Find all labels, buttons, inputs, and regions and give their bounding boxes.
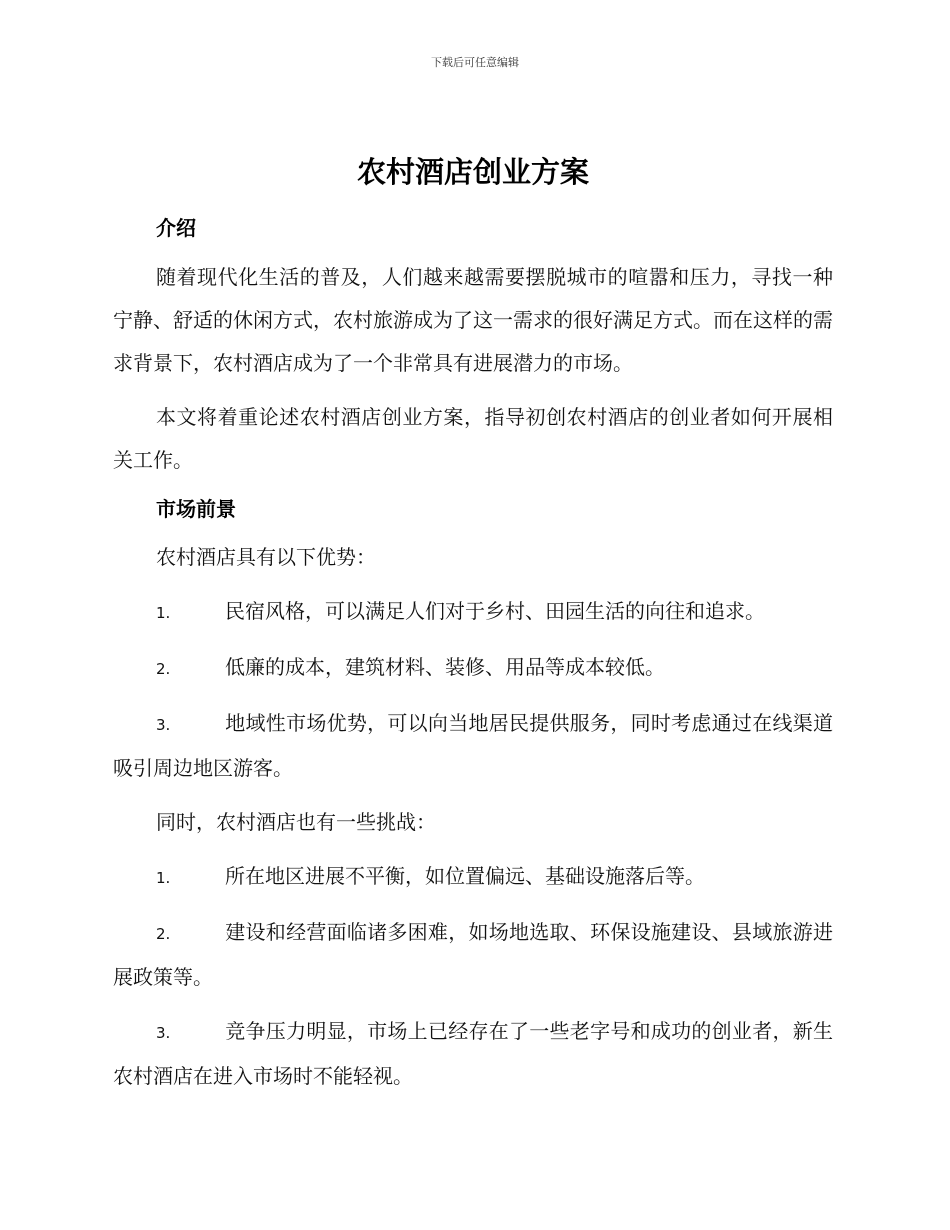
advantages-intro: 农村酒店具有以下优势： <box>156 545 376 569</box>
intro-paragraph-2: 本文将着重论述农村酒店创业方案，指导初创农村酒店的创业者如何开展相关工作。 <box>113 405 833 472</box>
section-heading-intro: 介绍 <box>156 216 196 240</box>
list-number: 1. <box>156 869 171 887</box>
list-number: 1. <box>156 604 171 622</box>
list-number: 3. <box>156 1024 171 1042</box>
list-item-text: 低廉的成本，建筑材料、装修、用品等成本较低。 <box>225 655 665 679</box>
advantage-item <box>113 702 833 790</box>
challenges-intro: 同时，农村酒店也有一些挑战： <box>156 810 436 834</box>
page-header-note: 下载后可任意编辑 <box>431 56 519 69</box>
document-title: 农村酒店创业方案 <box>356 155 589 189</box>
section-heading-market: 市场前景 <box>156 497 236 521</box>
intro-paragraph-1: 随着现代化生活的普及，人们越来越需要摆脱城市的喧嚣和压力，寻找一种宁静、舒适的休闲方式，农村旅游成为了这一需求的很好满足方式。而在这样的需求背景下，农村酒店成为了一个非常具有进展潜力的市场。 <box>113 265 833 375</box>
list-item-text: 建设和经营面临诸多困难，如场地选取、环保设施建设、县域旅游进展政策等。 <box>113 920 833 989</box>
challenge-item <box>113 855 833 900</box>
list-number: 3. <box>156 716 171 734</box>
list-number: 2. <box>156 660 171 678</box>
list-item-text: 竞争压力明显，市场上已经存在了一些老字号和成功的创业者，新生农村酒店在进入市场时不能轻视。 <box>113 1019 833 1088</box>
list-item-text: 民宿风格，可以满足人们对于乡村、田园生活的向往和追求。 <box>225 599 765 623</box>
challenge-item <box>113 1010 833 1098</box>
list-item-text: 所在地区进展不平衡，如位置偏远、基础设施落后等。 <box>225 864 705 888</box>
document-body <box>113 150 833 1098</box>
list-item-text: 地域性市场优势，可以向当地居民提供服务，同时考虑通过在线渠道吸引周边地区游客。 <box>113 711 833 780</box>
list-number: 2. <box>156 925 171 943</box>
challenge-item <box>113 911 833 999</box>
advantage-item <box>113 590 833 635</box>
advantage-item <box>113 646 833 691</box>
